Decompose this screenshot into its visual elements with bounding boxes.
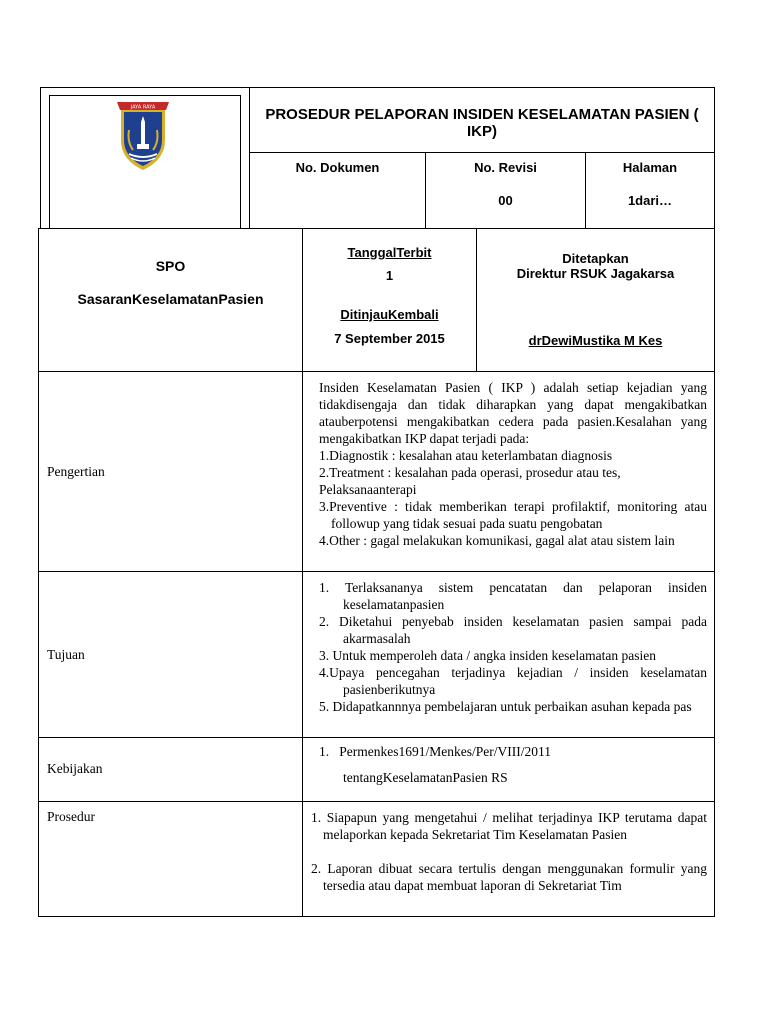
tujuan-content: [319, 579, 707, 715]
prosedur-label: Prosedur: [47, 809, 95, 824]
pengertian-label: Pengertian: [47, 464, 105, 479]
logo-box-right: [240, 95, 241, 228]
tujuan-item: 5. Didapatkannnya pembelajaran untuk perbaikan asuhan kepada pas: [319, 699, 692, 714]
tanggal-terbit-label: TanggalTerbit: [347, 245, 432, 260]
document-title: PROSEDUR PELAPORAN INSIDEN KESELAMATAN PASIEN ( IKP): [265, 106, 699, 140]
ditinjau-value: 7 September 2015: [334, 331, 445, 346]
row-divider-pengertian: [38, 371, 715, 372]
tujuan-label: Tujuan: [47, 647, 85, 662]
pengertian-content: [319, 379, 707, 549]
tujuan-item: 2. Diketahui penyebab insiden keselamatan pasien sampai pada akarmasalah: [319, 614, 707, 646]
pengertian-item: 2.Treatment : kesalahan pada operasi, prosedur atau tes, Pelaksanaanterapi: [319, 465, 621, 497]
halaman-label: Halaman: [622, 160, 678, 175]
tanggal-terbit-value: 1: [385, 268, 394, 283]
pengertian-item: 3.Preventive : tidak memberikan terapi profilaktif, monitoring atau followup yang tidak sesuai pada suatu pengobatan: [319, 499, 707, 531]
logo-box-left: [49, 95, 50, 228]
kebijakan-item-line1: 1. Permenkes1691/Menkes/Per/VIII/2011: [319, 744, 551, 759]
spo-border-top: [38, 228, 715, 229]
ditetapkan-label: Ditetapkan: [562, 251, 629, 266]
spo-label: SPO: [155, 258, 186, 274]
row-divider-tujuan: [38, 571, 715, 572]
spo-divider-2: [476, 228, 477, 372]
header-divider-logo: [249, 87, 250, 229]
kebijakan-label: Kebijakan: [47, 761, 103, 776]
body-column-divider: [302, 371, 303, 917]
table-border-bottom: [38, 916, 715, 917]
tujuan-item: 1. Terlaksananya sistem pencatatan dan pelaporan insiden keselamatanpasien: [319, 580, 707, 612]
no-dokumen-label: No. Dokumen: [295, 160, 380, 175]
halaman-value: 1dari…: [627, 193, 673, 208]
tujuan-item: 3. Untuk memperoleh data / angka insiden keselamatan pasien: [319, 648, 657, 663]
header-border-top: [40, 87, 715, 88]
header-divider-title: [249, 152, 715, 153]
no-revisi-label: No. Revisi: [474, 160, 537, 175]
logo-motto: JAYA RAYA: [130, 104, 156, 111]
prosedur-item: 2. Laporan dibuat secara tertulis dengan menggunakan formulir yang tersedia atau dapat membuat laporan di Sekretariat Tim: [311, 861, 707, 893]
logo-box-top: [49, 95, 241, 96]
row-divider-prosedur: [38, 801, 715, 802]
table-border-left: [38, 228, 39, 917]
header-border-right: [714, 87, 715, 229]
pengertian-item: 1.Diagnostik : kesalahan atau keterlambatan diagnosis: [319, 448, 613, 463]
ditetapkan-by: Direktur RSUK Jagakarsa: [516, 266, 675, 281]
prosedur-item: 1. Siapapun yang mengetahui / melihat terjadinya IKP terutama dapat melaporkan kepada Sekretariat Tim Keselamatan Pasien: [311, 810, 707, 842]
prosedur-content: [311, 809, 707, 894]
tujuan-item: 4.Upaya pencegahan terjadinya kejadian / insiden keselamatan pasienberikutnya: [319, 665, 707, 697]
dki-jakarta-logo: [115, 100, 171, 172]
ditinjau-label: DitinjauKembali: [340, 307, 439, 322]
spo-subtitle: SasaranKeselamatanPasien: [77, 291, 264, 307]
row-divider-kebijakan: [38, 737, 715, 738]
pengertian-intro: Insiden Keselamatan Pasien ( IKP ) adalah setiap kejadian yang tidakdisengaja dan tidak diharapkan yang dapat mengakibatkan atauberpotensi mengakibatkan cedera pada pasien.Kesalahan yang mengakibatkan IKP dapat terjadi pada:: [319, 380, 707, 446]
header-border-left: [40, 87, 41, 229]
pengertian-item: 4.Other : gagal melakukan komunikasi, gagal alat atau sistem lain: [319, 533, 675, 548]
no-revisi-value: 00: [498, 193, 513, 208]
signatory-name: drDewiMustika M Kes: [528, 333, 663, 348]
kebijakan-item-line2: tentangKeselamatanPasien RS: [343, 770, 508, 785]
table-border-right: [714, 228, 715, 917]
